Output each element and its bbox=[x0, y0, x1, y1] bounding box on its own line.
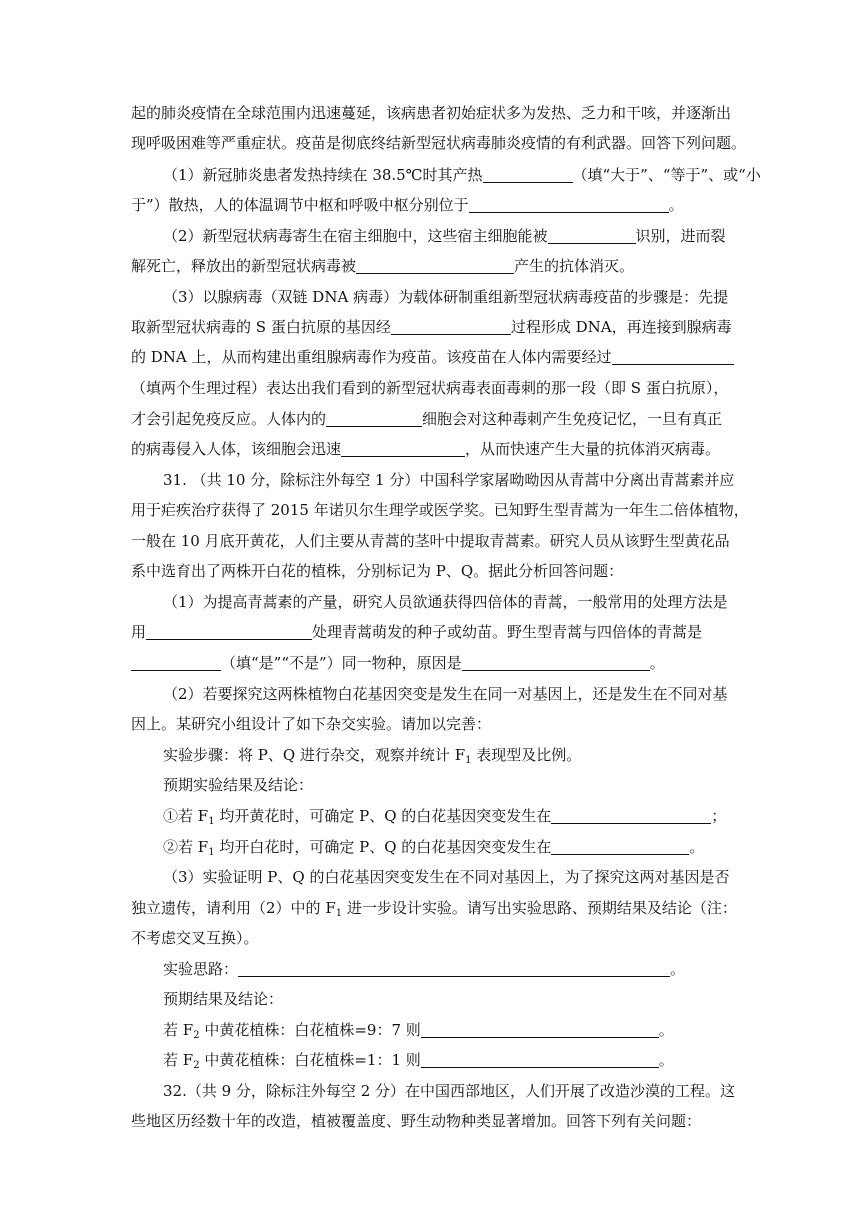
text-line: ②若 $F_1$ 均开白花时，可确定 P、Q 的白花基因突变发生在 。 bbox=[163, 838, 705, 858]
text-line bbox=[131, 103, 860, 123]
text-line: （2）若要探究这两株植物白花基因突变是发生在同一对基因上，还是发生在不同对基 bbox=[163, 685, 728, 703]
text-line: （3）以腺病毒（双链 DNA 病毒）为载体研制重组新型冠状病毒疫苗的步骤是：先提 bbox=[163, 288, 729, 306]
text-line: 解死亡，释放出的新型冠状病毒被 产生的抗体消灭。 bbox=[131, 257, 635, 275]
answer-blank[interactable] bbox=[326, 412, 422, 427]
text-line: 预期结果及结论： bbox=[163, 990, 284, 1008]
answer-blank[interactable] bbox=[462, 656, 650, 671]
intro-line-2: 现呼吸困难等严重症状。疫苗是彻底终结新型冠状病毒肺炎疫情的有利武器。回答下列问题。 bbox=[131, 134, 747, 152]
answer-blank[interactable] bbox=[341, 442, 465, 457]
text-line: 若 $F_2$ 中黄花植株：白花植株=9：7 则 。 bbox=[163, 1021, 674, 1041]
text-line: （3）实验证明 P、Q 的白花基因突变发生在不同对基因上，为了探究这两对基因是否 bbox=[163, 868, 730, 886]
answer-blank[interactable] bbox=[391, 320, 511, 335]
text-line: 的 DNA 上，从而构建出重组腺病毒作为疫苗。该疫苗在人体内需要经过 bbox=[131, 347, 860, 367]
answer-blank[interactable] bbox=[469, 198, 669, 213]
text-line: 才会引起免疫反应。人体内的 细胞会对这种毒刺产生免疫记忆，一旦有真正 bbox=[131, 410, 723, 428]
answer-blank[interactable] bbox=[421, 1023, 659, 1038]
answer-blank[interactable] bbox=[238, 962, 670, 977]
question-32-header: 32.（共 9 分，除标注外每空 2 分）在中国西部地区，人们开展了改造沙漠的工程。这 bbox=[163, 1082, 736, 1100]
text-line: 于”）散热，人的体温调节中枢和呼吸中枢分别位于 。 bbox=[131, 196, 684, 214]
text-line: 实验步骤：将 P、Q 进行杂交，观察并统计 $F_1$ 表现型及比例。 bbox=[163, 746, 582, 766]
answer-blank[interactable] bbox=[551, 809, 711, 824]
text-line: 一般在 10 月底开黄花，人们主要从青蒿的茎叶中提取青蒿素。研究人员从该野生型黄花品 bbox=[131, 532, 730, 550]
intro-line-1: 起的肺炎疫情在全球范围内迅速蔓延，该病患者初始症状多为发热、乏力和干咳，并逐渐出 bbox=[131, 104, 732, 122]
text-line: （填两个生理过程）表达出我们看到的新型冠状病毒表面毒刺的那一段（即 S 蛋白抗原）， bbox=[131, 379, 729, 397]
text-line: （填“是”“不是”）同一物种，原因是 。 bbox=[131, 653, 860, 673]
text-line: 系中选育出了两株开白花的植株，分别标记为 P、Q。据此分析回答问题： bbox=[131, 562, 624, 580]
text-line: 实验思路： 。 bbox=[163, 960, 686, 978]
answer-blank[interactable] bbox=[146, 625, 312, 640]
answer-blank[interactable] bbox=[548, 229, 636, 244]
text-line: ①若 $F_1$ 均开黄花时，可确定 P、Q 的白花基因突变发生在 ； bbox=[163, 807, 727, 827]
text-line: 取新型冠状病毒的 S 蛋白抗原的基因经 过程形成 DNA，再连接到腺病毒 bbox=[131, 318, 732, 336]
answer-blank[interactable] bbox=[551, 840, 689, 855]
text-line bbox=[131, 133, 860, 153]
text-line: 用 处理青蒿萌发的种子或幼苗。野生型青蒿与四倍体的青蒿是 bbox=[131, 623, 703, 641]
text-line: 若 $F_2$ 中黄花植株：白花植株=1：1 则 。 bbox=[163, 1051, 674, 1071]
text-line: （1）新冠肺炎患者发热持续在 38.5℃时其产热 （填“大于”、“等于”、或“小 bbox=[163, 166, 761, 184]
answer-blank[interactable] bbox=[356, 259, 514, 274]
text-line: （2）新型冠状病毒寄生在宿主细胞中，这些宿主细胞能被 识别，进而裂 bbox=[163, 227, 726, 245]
text-line: 用于疟疾治疗获得了 2015 年诺贝尔生理学或医学奖。已知野生型青蒿为一年生二倍体植物， bbox=[131, 501, 749, 519]
question-31-header: 31. （共 10 分，除标注外每空 1 分）中国科学家屠呦呦因从青蒿中分离出青蒿素并应 bbox=[163, 471, 735, 489]
text-line: 些地区历经数十年的改造，植被覆盖度、野生动物种类显著增加。回答下列有关问题： bbox=[131, 1112, 702, 1130]
answer-blank[interactable] bbox=[131, 656, 221, 671]
text-line: 预期实验结果及结论： bbox=[163, 776, 314, 794]
text-line: 因上。某研究小组设计了如下杂交实验。请加以完善： bbox=[131, 715, 492, 733]
text-line: 的病毒侵入人体，该细胞会迅速 ，从而快速产生大量的抗体消灭病毒。 bbox=[131, 440, 721, 458]
text-line: （1）为提高青蒿素的产量，研究人员欲通获得四倍体的青蒿，一般常用的处理方法是 bbox=[163, 593, 728, 611]
answer-blank[interactable] bbox=[612, 350, 734, 365]
answer-blank[interactable] bbox=[421, 1053, 659, 1068]
text-line: 不考虑交叉互换）。 bbox=[131, 929, 259, 947]
answer-blank[interactable] bbox=[483, 168, 573, 183]
text-line: 独立遗传，请利用（2）中的 $F_1$ 进一步设计实验。请写出实验思路、预期结果及结论（注： bbox=[131, 899, 737, 919]
